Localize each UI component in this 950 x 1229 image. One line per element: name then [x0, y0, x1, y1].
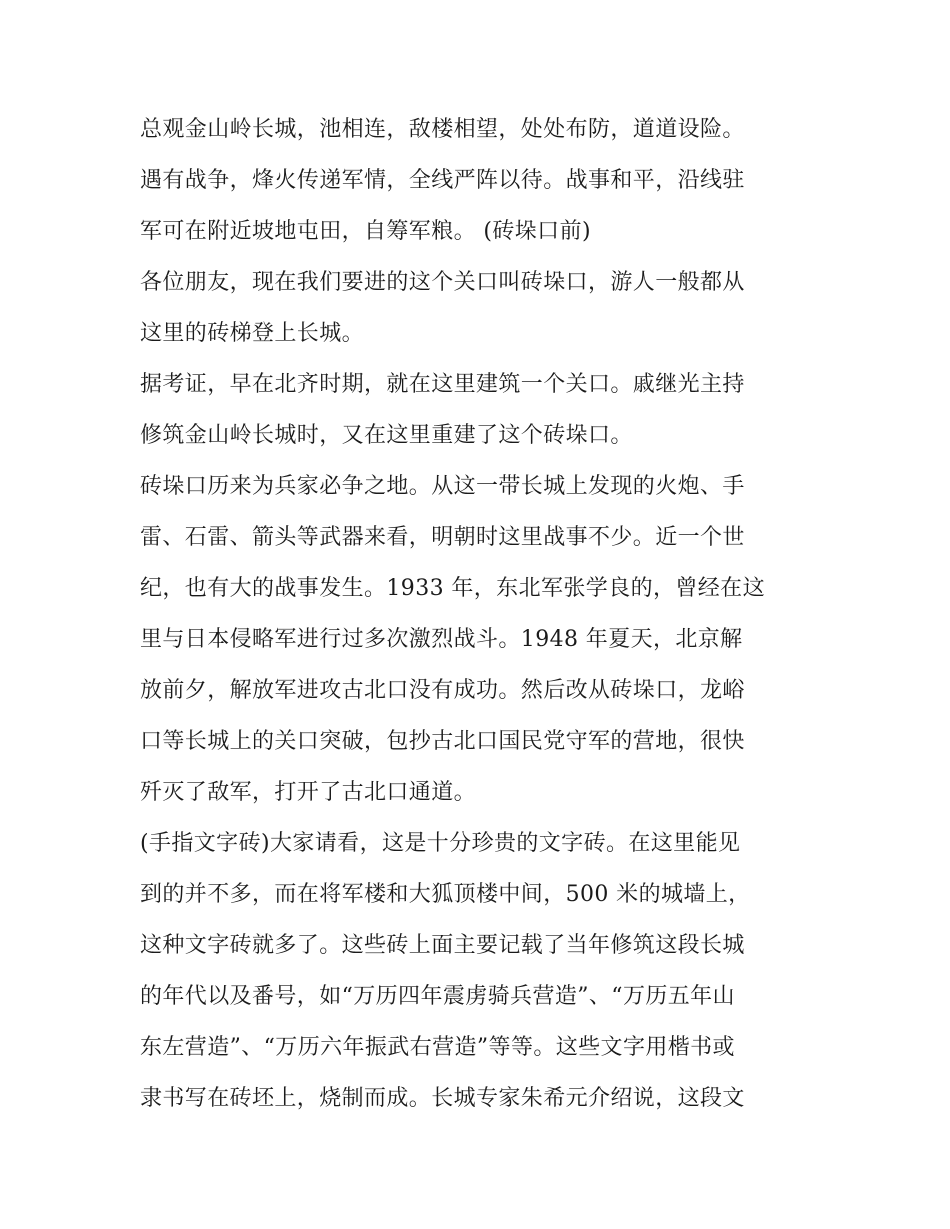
text-line-20: 隶书写在砖坯上，烧制而成。长城专家朱希元介绍说，这段文 — [140, 1086, 745, 1111]
text-line-17: 这种文字砖就多了。这些砖上面主要记载了当年修筑这段长城 — [140, 933, 745, 958]
text-line-19: 东左营造”、“万历六年振武右营造”等等。这些文字用楷书或 — [140, 1035, 735, 1060]
text-line-2: 遇有战争，烽火传递军情，全线严阵以待。战事和平，沿线驻 — [140, 168, 745, 193]
text-line-12: 放前夕，解放军进攻古北口没有成功。然后改从砖垛口，龙峪 — [140, 678, 745, 703]
body-text — [140, 104, 816, 1124]
text-line-7: 修筑金山岭长城时，又在这里重建了这个砖垛口。 — [140, 423, 633, 448]
text-line-13: 口等长城上的关口突破，包抄古北口国民党守军的营地，很快 — [140, 729, 745, 754]
text-line-8: 砖垛口历来为兵家必争之地。从这一带长城上发现的火炮、手 — [140, 474, 745, 499]
text-line-9: 雷、石雷、箭头等武器来看，明朝时这里战事不少。近一个世 — [140, 525, 745, 550]
text-line-3: 军可在附近坡地屯田，自筹军粮。 (砖垛口前) — [140, 219, 591, 244]
text-line-18: 的年代以及番号，如“万历四年震虏骑兵营造”、“万历五年山 — [140, 984, 735, 1009]
text-line-14: 歼灭了敌军，打开了古北口通道。 — [140, 780, 477, 805]
text-line-15: (手指文字砖)大家请看，这是十分珍贵的文字砖。在这里能见 — [140, 831, 741, 856]
text-line-16: 到的并不多，而在将军楼和大狐顶楼中间，500 米的城墙上， — [140, 882, 751, 907]
text-line-4: 各位朋友，现在我们要进的这个关口叫砖垛口，游人一般都从 — [140, 270, 745, 295]
text-line-5: 这里的砖梯登上长城。 — [140, 321, 365, 346]
text-line-11: 里与日本侵略军进行过多次激烈战斗。1948 年夏天，北京解 — [140, 627, 743, 652]
text-line-6: 据考证，早在北齐时期，就在这里建筑一个关口。戚继光主持 — [140, 372, 745, 397]
text-line-1: 总观金山岭长城，池相连，敌楼相望，处处布防，道道设险。 — [140, 117, 745, 142]
text-line-10: 纪，也有大的战事发生。1933 年，东北军张学良的，曾经在这 — [140, 576, 765, 601]
